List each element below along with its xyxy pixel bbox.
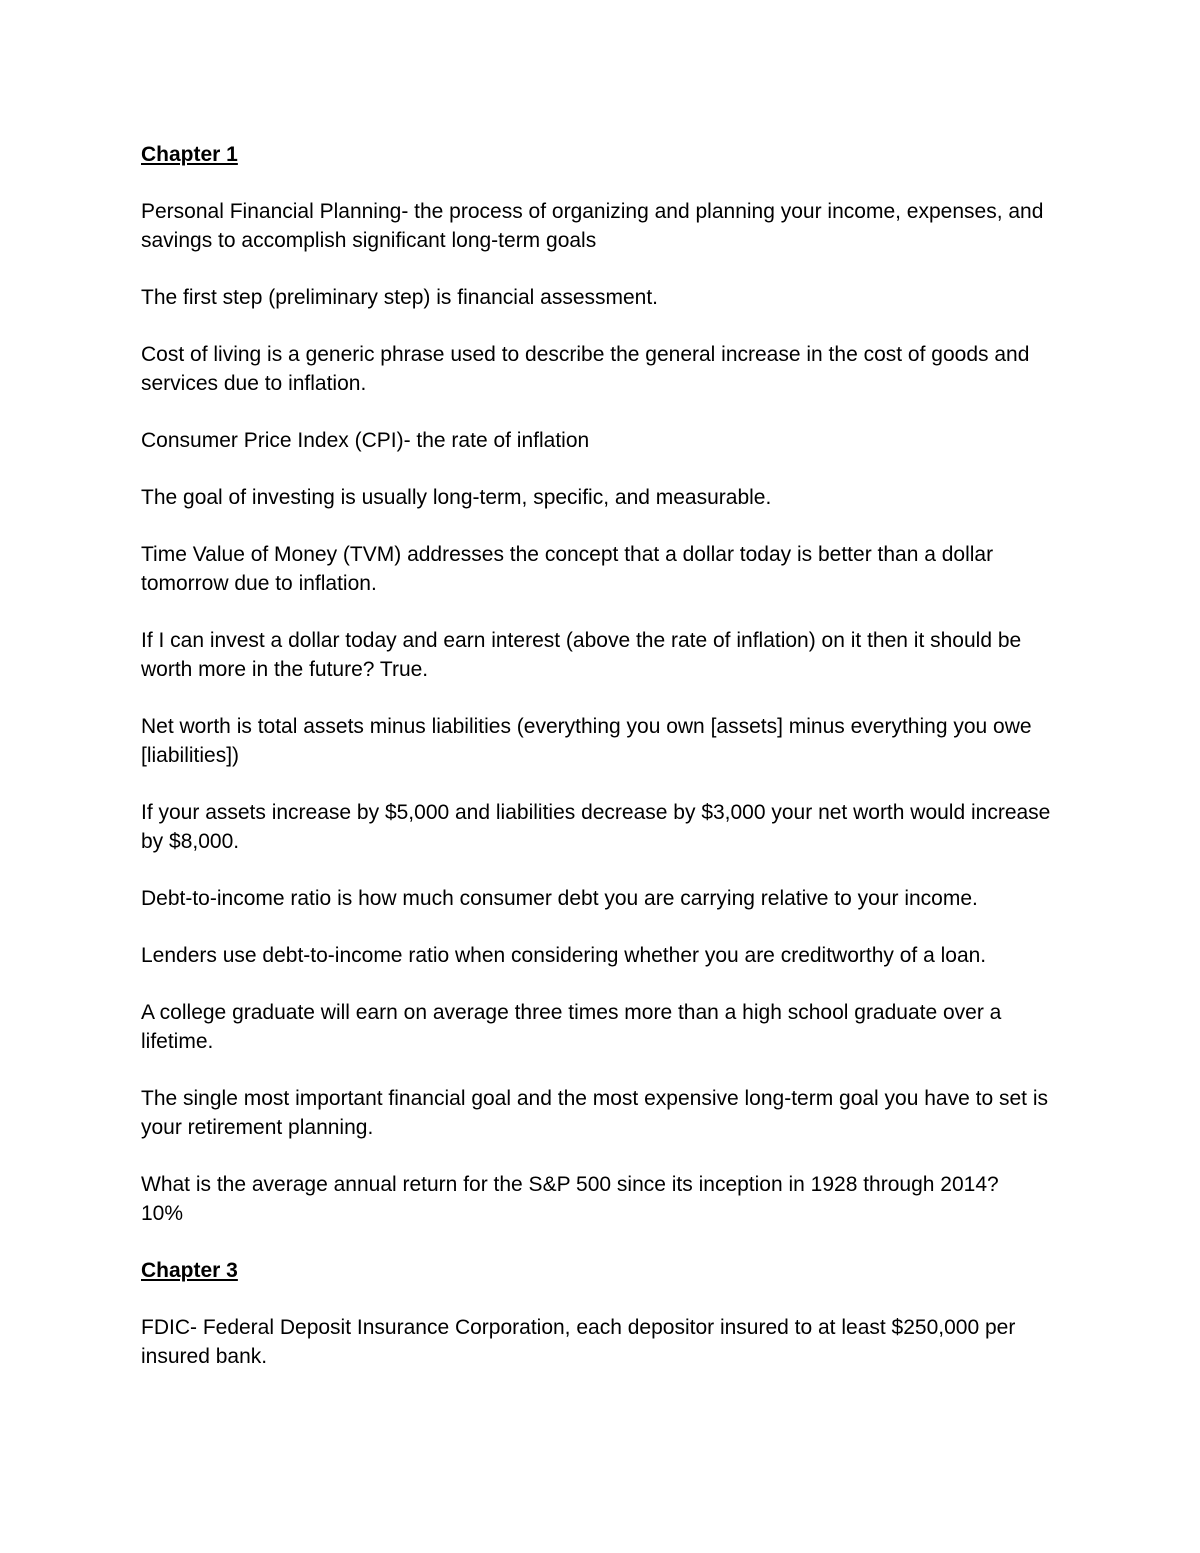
paragraph-net-worth-example: If your assets increase by $5,000 and liabilities decrease by $3,000 your net worth would increase by $8,000. [141,801,1051,853]
chapter-3-heading: Chapter 3 [141,1259,238,1282]
chapter-1-heading: Chapter 1 [141,143,238,166]
paragraph-debt-to-income: Debt-to-income ratio is how much consumer debt you are carrying relative to your income. [141,887,978,910]
paragraph-cost-of-living: Cost of living is a generic phrase used to describe the general increase in the cost of goods and services due to inflation. [141,343,1030,395]
answer-text: 10% [141,1202,184,1225]
paragraph-time-value-of-money: Time Value of Money (TVM) addresses the concept that a dollar today is better than a dollar tomorrow due to inflation. [141,543,994,595]
paragraph-invest-dollar: If I can invest a dollar today and earn interest (above the rate of inflation) on it then it should be worth more in the future? True. [141,629,1022,681]
paragraph-fdic: FDIC- Federal Deposit Insurance Corporation, each depositor insured to at least $250,000 per insured bank. [141,1316,1016,1368]
paragraph-personal-financial-planning: Personal Financial Planning- the process of organizing and planning your income, expenses, and savings to accomplish significant long-term goals [141,200,1044,252]
paragraph-cpi: Consumer Price Index (CPI)- the rate of inflation [141,429,590,452]
paragraph-lenders: Lenders use debt-to-income ratio when considering whether you are creditworthy of a loan. [141,944,987,967]
paragraph-goal-of-investing: The goal of investing is usually long-term, specific, and measurable. [141,486,772,509]
paragraph-college-graduate: A college graduate will earn on average three times more than a high school graduate over a lifetime. [141,1001,1002,1053]
document-body [141,140,1066,1399]
question-answer-block [141,1170,1066,1228]
question-text: What is the average annual return for the S&P 500 since its inception in 1928 through 2014? [141,1173,999,1196]
paragraph-first-step: The first step (preliminary step) is financial assessment. [141,286,659,309]
paragraph-retirement: The single most important financial goal and the most expensive long-term goal you have to set is your retirement planning. [141,1087,1048,1139]
paragraph-net-worth: Net worth is total assets minus liabilities (everything you own [assets] minus everything you owe [liabilities]) [141,715,1032,767]
